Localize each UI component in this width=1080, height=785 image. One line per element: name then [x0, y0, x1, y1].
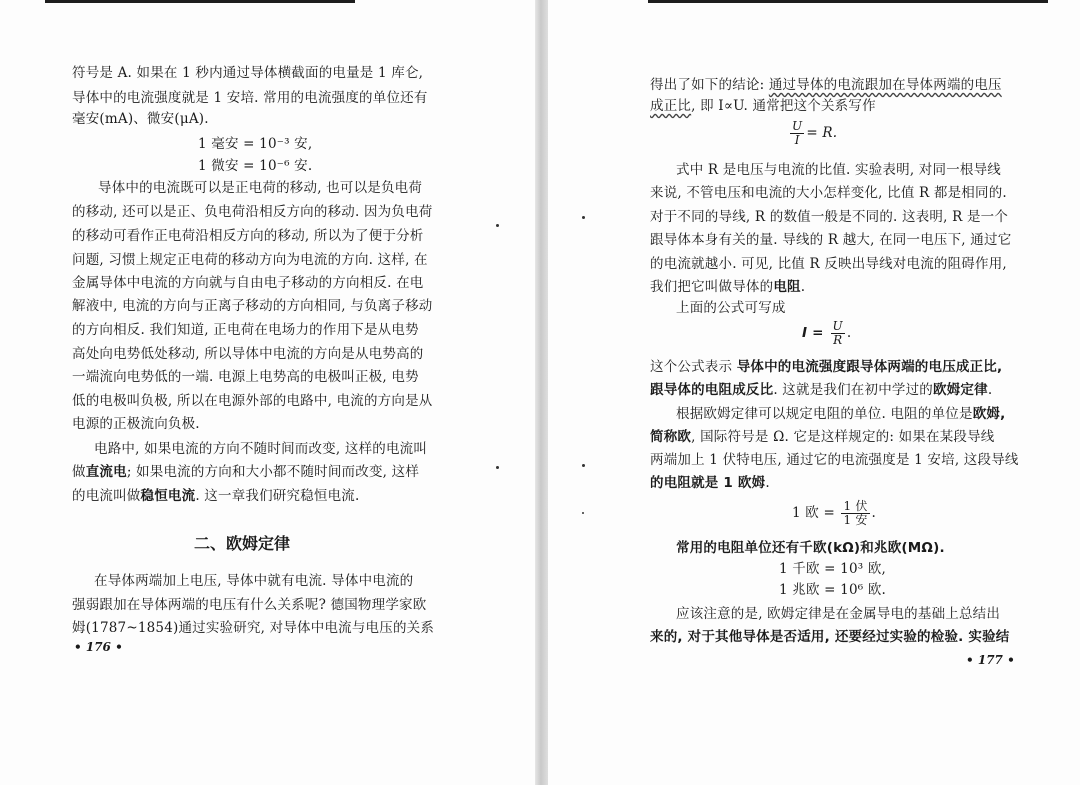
text-run: . [800, 279, 806, 295]
term-direct-current: 直流电 [85, 464, 127, 480]
section-heading: 二、欧姆定律 [194, 534, 291, 553]
text-run: , 国际符号是 Ω. 它是这样规定的: 如果在某段导线 [691, 429, 995, 445]
text-run: . 这一章我们研究稳恒电流. [195, 488, 360, 504]
numerator: U [832, 319, 843, 333]
text-line: 符号是 A. 如果在 1 秒内通过导体横截面的电量是 1 库仑, [72, 65, 424, 81]
text-line: 解液中, 电流的方向与正离子移动的方向相同, 与负离子移动 [72, 298, 433, 314]
text-line: 金属导体中电流的方向就与自由电子移动的方向相反. 在电 [72, 275, 424, 291]
text-line: 常用的电阻单位还有千欧(kΩ)和兆欧(MΩ). [676, 540, 945, 556]
right-page [548, 0, 1080, 785]
top-rule [648, 0, 1048, 3]
law-statement: 跟导体的电阻成反比 [650, 382, 774, 398]
text-run: 的电阻就是 [650, 475, 724, 491]
text-line: 高处向电势低处移动, 所以导体中电流的方向是从电势高的 [72, 346, 424, 362]
text-line [650, 75, 1002, 95]
page-number: • 176 • [74, 640, 123, 654]
formula-u-over-i [788, 120, 837, 147]
text-run: 得出了如下的结论: [650, 77, 769, 93]
scan-speck [582, 512, 584, 514]
formula-line: 1 微安 = 10⁻⁶ 安. [198, 158, 313, 174]
text-line: 电路中, 如果电流的方向不随时间而改变, 这样的电流叫 [94, 441, 428, 457]
text-line: 低的电极叫负极, 所以在电源外部的电路中, 电流的方向是从 [72, 393, 433, 409]
text-line: 在导体两端加上电压, 导体中就有电流. 导体中电流的 [94, 573, 414, 589]
fraction [790, 120, 804, 147]
book-gutter [535, 0, 548, 785]
text-line: 姆(1787~1854)通过实验研究, 对导体中电流与电压的关系 [72, 620, 435, 636]
text-line: 毫安(mA)、微安(μA). [72, 111, 209, 127]
text-line [650, 380, 992, 400]
text-run: ; 如果电流的方向和大小都不随时间而改变, 这样 [126, 464, 420, 480]
law-statement: 导体中的电流强度跟导体两端的电压成正比, [736, 359, 1003, 375]
text-line: 导体中的电流既可以是正电荷的移动, 也可以是负电荷 [98, 180, 423, 196]
text-line: 上面的公式可写成 [676, 300, 786, 316]
formula-ohm-definition [792, 496, 876, 530]
formula-line: 1 千欧 = 10³ 欧, [779, 561, 887, 577]
term-ohm-short: 简称欧 [650, 429, 692, 445]
text-line: 的电流就越小. 可见, 比值 R 反映出导线对电流的阻碍作用, [650, 256, 1007, 272]
text-line [72, 486, 360, 506]
scan-speck [582, 464, 585, 467]
term-steady-current: 稳恒电流 [140, 488, 196, 504]
text-line: 的方向相反. 我们知道, 正电荷在电场力的作用下是从电势 [72, 322, 419, 338]
text-line [650, 277, 805, 297]
text-line: 应该注意的是, 欧姆定律是在金属导电的基础上总结出 [676, 606, 1001, 622]
text-run: 这个公式表示 [650, 359, 737, 375]
text-line: 来说, 不管电压和电流的大小怎样变化, 比值 R 都是相同的. [650, 185, 1007, 201]
fraction [831, 320, 845, 347]
emphasis-underlined: 通过导体的电流跟加在导体两端的电压 [768, 77, 1002, 93]
denominator: I [794, 133, 800, 147]
text-line: 对于不同的导线, R 的数值一般是不同的. 这表明, R 是一个 [650, 209, 1009, 225]
scan-speck [496, 466, 499, 469]
term-one-ohm: 1 欧姆 [723, 475, 766, 491]
scan-speck [496, 224, 499, 227]
text-run: 我们把它叫做导体的 [650, 279, 774, 295]
text-line [650, 427, 995, 447]
text-line [676, 404, 1005, 424]
text-run: , 即 I∝U. 通常把这个关系写作 [691, 98, 876, 114]
text-run: . [765, 475, 770, 491]
scan-speck [582, 216, 585, 219]
formula-end: . [846, 325, 852, 341]
text-line: 导体中的电流强度就是 1 安培. 常用的电流强度的单位还有 [72, 90, 428, 106]
formula-line: 1 毫安 = 10⁻³ 安, [198, 136, 313, 152]
text-line [650, 357, 1002, 377]
denominator: 1 安 [843, 513, 868, 527]
text-run: . 这就是我们在初中学过的 [773, 382, 933, 398]
denominator: R [833, 333, 843, 347]
text-run: 的电流叫做 [72, 488, 141, 504]
top-rule [45, 0, 355, 3]
text-line: 来的, 对于其他导体是否适用, 还要经过实验的检验. 实验结 [650, 629, 1010, 645]
formula-rhs: = R. [806, 125, 838, 141]
text-line: 跟导体本身有关的量. 导线的 R 越大, 在同一电压下, 通过它 [650, 232, 1012, 248]
text-run: 做 [72, 464, 86, 480]
text-line: 一端流向电势低的一端. 电源上电势高的电极叫正极, 电势 [72, 369, 419, 385]
text-line: 两端加上 1 伏特电压, 通过它的电流强度是 1 安培, 这段导线 [650, 452, 1019, 468]
text-line: 的移动, 还可以是正、负电荷沿相反方向的移动. 因为负电荷 [72, 204, 433, 220]
text-line: 的移动可看作正电荷沿相反方向的移动, 所以为了便于分析 [72, 228, 424, 244]
text-line: 强弱跟加在导体两端的电压有什么关系呢? 德国物理学家欧 [72, 597, 427, 613]
term-ohm: 欧姆, [972, 406, 1006, 422]
left-page [0, 0, 535, 785]
formula-line: 1 兆欧 = 10⁶ 欧. [779, 582, 887, 598]
page-number: • 177 • [966, 653, 1015, 667]
text-line [650, 96, 876, 116]
formula-ohms-law [802, 318, 851, 348]
fraction [841, 500, 869, 527]
text-line: 问题, 习惯上规定正电荷的移动方向为电流的方向. 这样, 在 [72, 252, 428, 268]
formula-lhs: I = [802, 325, 829, 341]
formula-end: . [871, 505, 877, 521]
numerator: U [792, 119, 803, 133]
text-line: 电源的正极流向负极. [72, 416, 200, 432]
emphasis-underlined: 成正比 [650, 98, 692, 114]
text-run: . [987, 382, 993, 398]
term-resistance: 电阻 [773, 279, 801, 295]
numerator: 1 伏 [843, 499, 868, 513]
text-run: 根据欧姆定律可以规定电阻的单位. 电阻的单位是 [676, 406, 973, 422]
text-line [72, 462, 419, 482]
formula-lhs: 1 欧 = [792, 505, 840, 521]
term-ohms-law: 欧姆定律 [933, 382, 988, 398]
text-line: 式中 R 是电压与电流的比值. 实验表明, 对同一根导线 [676, 162, 1002, 178]
text-line [650, 473, 770, 493]
